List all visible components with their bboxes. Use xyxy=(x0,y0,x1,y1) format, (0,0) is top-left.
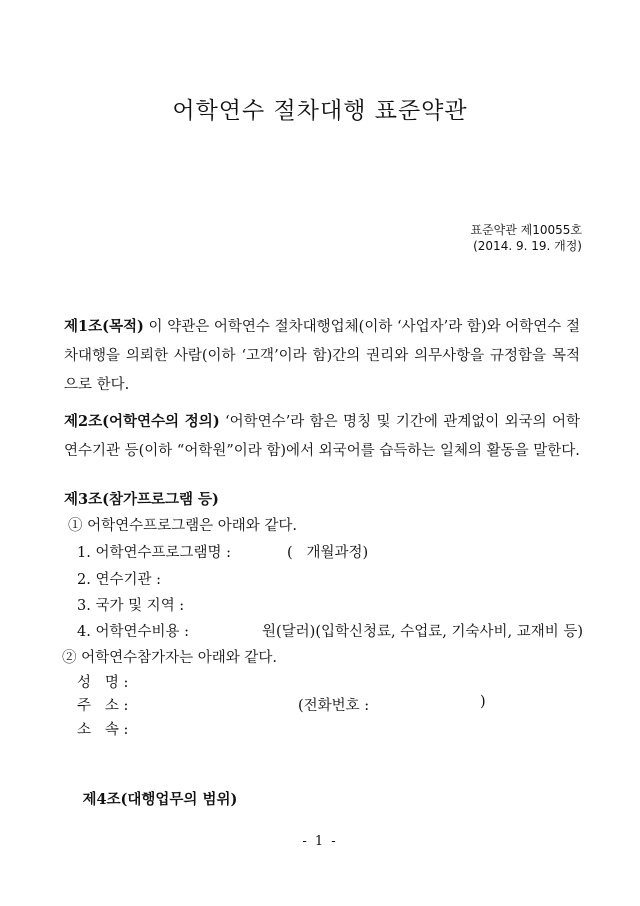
article-2-heading: 제2조(어학연수의 정의) xyxy=(64,413,220,430)
article-1 xyxy=(64,312,580,400)
cost-label: 4. 어학연수비용 : xyxy=(77,624,189,640)
country-label: 3. 국가 및 지역 : xyxy=(77,598,185,614)
program-name-value: ( 개월과정) xyxy=(287,545,369,561)
article-2-text: ‘어학연수’라 함은 명칭 및 기간에 관계없이 외국의 어학연수기관 등(이하 “어학원”이라 함)에서 외국어를 습득하는 일체의 활동을 말한다. xyxy=(64,414,581,459)
phone-close: ) xyxy=(480,694,486,710)
article-2 xyxy=(64,407,580,466)
article-3-item-1: ① 어학연수프로그램은 아래와 같다. xyxy=(68,518,298,534)
article-3-heading: 제3조(참가프로그램 등) xyxy=(64,491,219,508)
institution-label: 2. 연수기관 : xyxy=(77,572,161,588)
address-label: 주 소 : xyxy=(77,698,129,714)
revision-date: (2014. 9. 19. 개정) xyxy=(473,239,582,253)
article-1-heading: 제1조(목적) xyxy=(64,318,144,335)
document-title: 어학연수 절차대행 표준약관 xyxy=(172,98,468,124)
cost-value: 원(달러)(입학신청료, 수업료, 기숙사비, 교재비 등) xyxy=(262,624,584,640)
terms-number: 표준약관 제10055호 xyxy=(470,223,582,237)
affiliation-label: 소 속 : xyxy=(77,722,129,738)
terms-meta xyxy=(470,222,582,254)
article-4 xyxy=(64,772,237,825)
article-1-text: 이 약관은 어학연수 절차대행업체(이하 ‘사업자’라 함)와 어학연수 절차대행을 의뢰한 사람(이하 ‘고객’이라 함)간의 권리와 의무사항을 규정함을 목적으로 한다. xyxy=(64,319,580,393)
article-3-item-2: ② 어학연수참가자는 아래와 같다. xyxy=(62,650,278,666)
name-label: 성 명 : xyxy=(77,675,129,691)
article-4-heading: 제4조(대행업무의 범위) xyxy=(82,791,238,808)
page-number: - 1 - xyxy=(302,834,338,849)
program-name-label: 1. 어학연수프로그램명 : xyxy=(77,545,232,561)
phone-label: (전화번호 : xyxy=(298,698,370,714)
